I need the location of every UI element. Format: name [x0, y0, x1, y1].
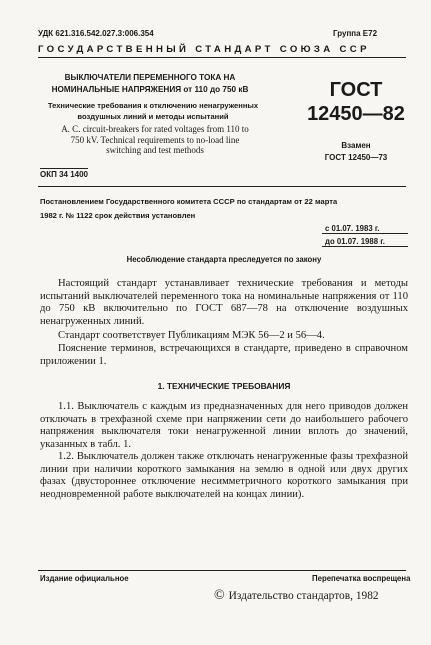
penalty-notice: Несоблюдение стандарта преследуется по закону	[126, 255, 322, 264]
clause-1-2: 1.2. Выключатель должен также отключать ненагруженные фазы трехфазной линии при наличии короткого замыкания на землю в одной или двух других фазах (двустороннее отключение несимметричного короткого замыкания при неодновременной работе выключателей на концах линии).	[40, 451, 408, 500]
subtitle-line-1: Технические требования к отключению ненагруженных	[47, 101, 259, 110]
publisher-name: Издательство стандартов, 1982	[228, 590, 379, 602]
standard-heading: ГОСУДАРСТВЕННЫЙ СТАНДАРТ СОЮЗА ССР	[38, 44, 370, 55]
date-underline-2	[322, 246, 408, 247]
reprint-notice: Перепечатка воспрещена	[312, 574, 411, 583]
replaces-value: ГОСТ 12450—73	[324, 153, 388, 162]
decree-text	[40, 195, 408, 223]
top-divider	[38, 57, 406, 58]
gost-label: ГОСТ	[329, 79, 383, 101]
publisher-line	[214, 588, 379, 604]
iec-paragraph: Стандарт соответствует Публикациям МЭК 56—2 и 56—4.	[58, 330, 325, 341]
clause-1-1: 1.1. Выключатель с каждым из предназначенных для него приводов должен отключать в трехфазной схеме при напряжении сети до наибольшего рабочего напряжения выключателя токи ненагруженной линии вплоть до значений, указанных в табл. 1.	[40, 401, 408, 450]
footer-divider	[38, 570, 406, 571]
english-line-3: switching and test methods	[106, 145, 204, 155]
decree-line-2: 1982 г. № 1122 срок действия установлен	[40, 211, 196, 220]
date-underline-1	[322, 233, 408, 234]
document-subtitle	[38, 100, 268, 122]
terms-paragraph: Пояснение терминов, встречающихся в стандарте, приведено в справочном приложении 1.	[40, 343, 408, 367]
date-to: до 01.07. 1988 г.	[325, 237, 385, 246]
english-title	[40, 124, 270, 156]
document-title	[50, 72, 250, 96]
replaces-label: Взамен	[341, 141, 371, 150]
official-edition: Издание официальное	[40, 574, 129, 583]
english-line-2: 750 kV. Technical requirements to no-load line	[70, 134, 240, 145]
subtitle-line-2: воздушных линий и методы испытаний	[77, 112, 229, 121]
english-line-1: A. C. circuit-breakers for rated voltages from 110 to	[61, 124, 249, 134]
okp-code: ОКП 34 1400	[40, 170, 88, 179]
replaces-block	[305, 140, 407, 164]
section-title: 1. ТЕХНИЧЕСКИЕ ТРЕБОВАНИЯ	[157, 381, 291, 391]
date-from: с 01.07. 1983 г.	[325, 224, 380, 233]
intro-paragraph: Настоящий стандарт устанавливает технические требования и методы испытаний выключателей переменного тока на номинальные напряжения от 110 до 750 кВ включительно по ГОСТ 687—78 на отключение воздушных ненагруженных линий.	[40, 278, 408, 327]
title-line-2: НОМИНАЛЬНЫЕ НАПРЯЖЕНИЯ от 110 до 750 кВ	[51, 85, 249, 94]
decree-line-1: Постановлением Государственного комитета СССР по стандартам от 22 марта	[40, 197, 338, 206]
title-line-1: ВЫКЛЮЧАТЕЛИ ПЕРЕМЕННОГО ТОКА НА	[64, 73, 236, 82]
copyright-icon: ©	[214, 588, 225, 603]
gost-number-block	[305, 78, 407, 126]
udk-code: УДК 621.316.542.027.3:006.354	[38, 29, 154, 38]
middle-divider	[38, 186, 406, 187]
group-code: Группа Е72	[333, 29, 378, 38]
gost-number: 12450—82	[307, 103, 405, 125]
